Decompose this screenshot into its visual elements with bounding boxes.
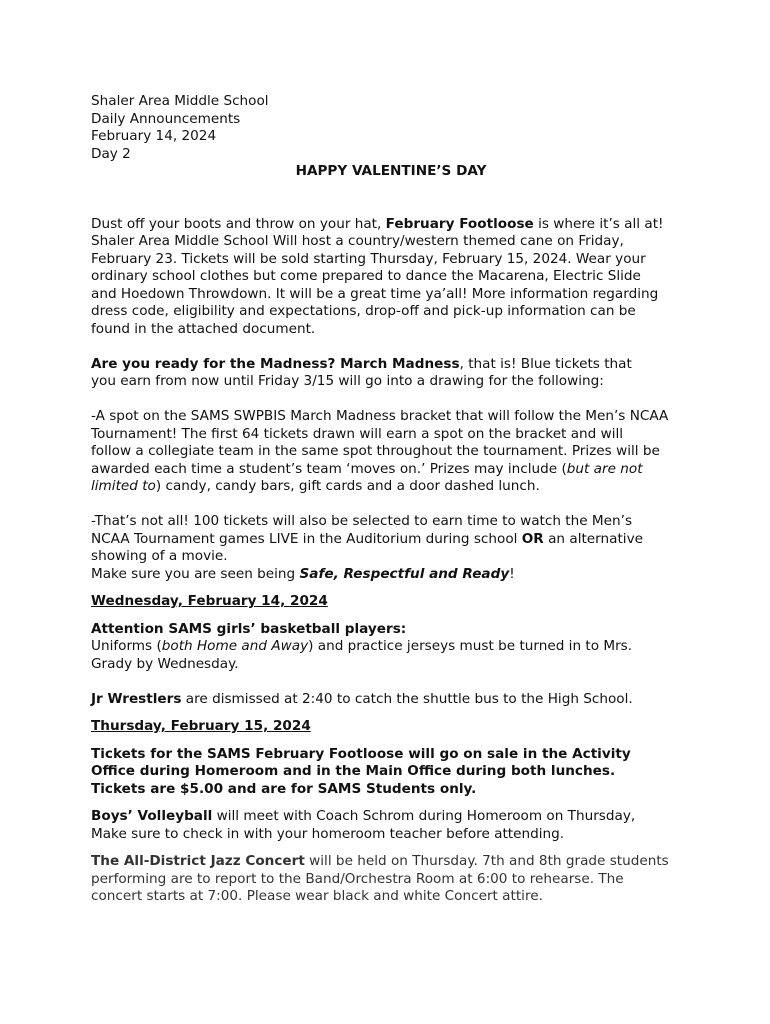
text-line: found in the attached document. [91, 320, 316, 337]
motto-text: Safe, Respectful and Ready [299, 565, 510, 582]
document-title: Daily Announcements [91, 110, 241, 127]
text-line: concert starts at 7:00. Please wear black and white Concert attire. [91, 888, 543, 904]
bold-text: Tickets for the SAMS February Footloose will go on sale in the Activity [91, 745, 631, 762]
text-line: showing of a movie. [91, 548, 228, 564]
text-span: NCAA Tournament games LIVE in the Auditorium during school [91, 530, 522, 547]
text-line: dress code, eligibility and expectations, drop-off and pick-up information can be [91, 303, 636, 319]
text-line [91, 531, 691, 549]
text-span: Dust off your boots and throw on your hat, [91, 215, 386, 232]
text-line: Shaler Area Middle School Will host a country/western themed cane on Friday, [91, 233, 624, 249]
text-span: awarded each time a student’s team ‘moves on.’ Prizes may include ( [91, 460, 567, 477]
footloose-paragraph [91, 216, 691, 339]
march-madness-paragraph [91, 356, 691, 584]
document-date: February 14, 2024 [91, 128, 217, 144]
text-line [91, 691, 691, 709]
text-line: performing are to report to the Band/Orchestra Room at 6:00 to rehearse. The [91, 870, 624, 887]
text-line [91, 808, 691, 826]
text-line: -That’s not all! 100 tickets will also be selected to earn time to watch the Men’s [91, 513, 633, 529]
text-line [91, 621, 691, 639]
school-day: Day 2 [91, 145, 131, 162]
bold-text: The All-District Jazz Concert [91, 853, 305, 869]
text-span: Uniforms ( [91, 638, 162, 654]
text-line: Tournament! The first 64 tickets drawn will earn a spot on the bracket and will [91, 425, 624, 442]
text-line [91, 853, 691, 871]
text-span: is where it’s all at! [533, 215, 664, 232]
italic-text: limited to [91, 478, 156, 494]
event-name: February Footloose [385, 215, 534, 232]
text-line [91, 478, 691, 496]
text-span: , that is! Blue tickets that [459, 355, 632, 372]
text-span: Make sure you are seen being [91, 565, 300, 582]
text-line [91, 216, 691, 234]
text-line: you earn from now until Friday 3/15 will go into a drawing for the following: [91, 373, 604, 389]
text-line: ordinary school clothes but come prepared to dance the Macarena, Electric Slide [91, 268, 641, 284]
text-line [91, 781, 691, 799]
text-line: Make sure to check in with your homeroom teacher before attending. [91, 825, 565, 842]
italic-text: but are not [566, 460, 643, 477]
bold-text: Boys’ Volleyball [91, 808, 213, 824]
text-line: and Hoedown Throwdown. It will be a great time ya’all! More information regarding [91, 285, 659, 302]
text-line [91, 461, 691, 479]
text-span: ) and practice jerseys must be turned in to Mrs. [308, 638, 633, 654]
wednesday-section [91, 593, 691, 708]
section-heading: Thursday, February 15, 2024 [91, 718, 311, 734]
text-line [91, 763, 691, 781]
text-span: will be held on Thursday. 7th and 8th grade students [304, 853, 669, 869]
text-line [91, 746, 691, 764]
bold-text: Attention SAMS girls’ basketball players: [91, 620, 407, 637]
section-heading: Wednesday, February 14, 2024 [91, 593, 328, 609]
text-span: are dismissed at 2:40 to catch the shuttle bus to the High School. [181, 690, 633, 707]
italic-text: both Home and Away [161, 638, 309, 654]
text-line: February 23. Tickets will be sold starting Thursday, February 15, 2024. Wear your [91, 250, 646, 267]
text-span: will meet with Coach Schrom during Homeroom on Thursday, [212, 808, 636, 824]
text-line: -A spot on the SAMS SWPBIS March Madness bracket that will follow the Men’s NCAA [91, 408, 669, 424]
bold-text: Tickets are $5.00 and are for SAMS Students only. [91, 780, 477, 797]
bold-text: OR [521, 530, 544, 547]
thursday-section [91, 718, 691, 906]
text-line [91, 638, 691, 656]
announcement-page [91, 93, 691, 906]
text-line: Grady by Wednesday. [91, 655, 239, 672]
bold-text: Jr Wrestlers [91, 690, 182, 707]
text-line [91, 356, 691, 374]
text-span: ) candy, candy bars, gift cards and a door dashed lunch. [155, 478, 540, 494]
madness-heading: Are you ready for the Madness? March Madness [91, 355, 460, 372]
text-span: an alternative [543, 530, 643, 547]
text-line: follow a collegiate team in the same spot throughout the tournament. Prizes will be [91, 443, 660, 459]
school-name: Shaler Area Middle School [91, 93, 269, 109]
bold-text: Office during Homeroom and in the Main Office during both lunches. [91, 763, 616, 779]
headline: HAPPY VALENTINE’S DAY [295, 163, 487, 179]
text-line [91, 566, 691, 584]
text-span: ! [509, 565, 515, 582]
